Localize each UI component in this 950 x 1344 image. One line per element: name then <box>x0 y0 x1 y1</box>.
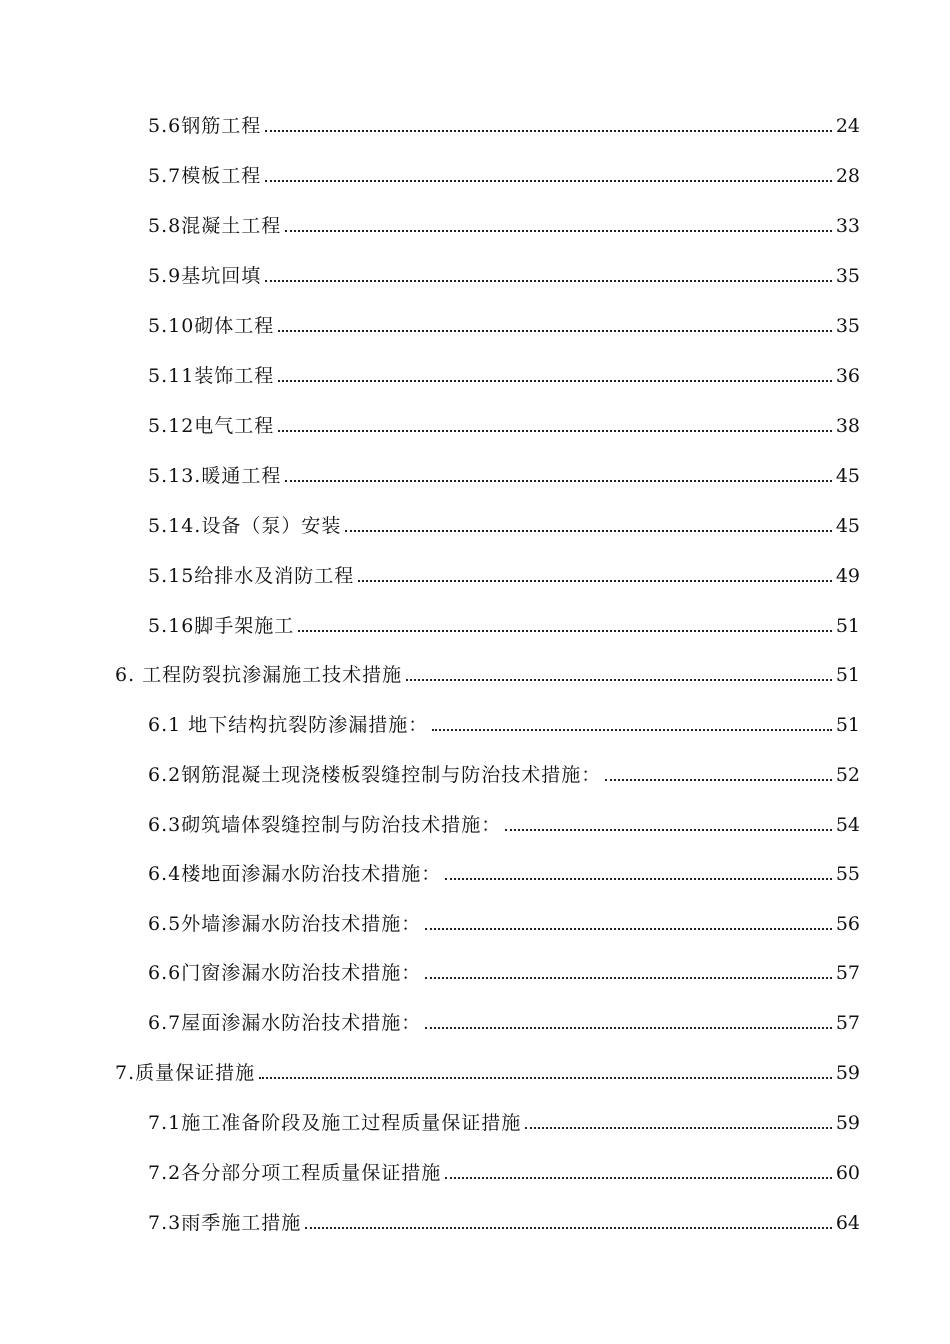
dot-leader <box>278 430 832 432</box>
dot-leader <box>445 1177 832 1179</box>
dot-leader <box>425 928 832 930</box>
dot-leader <box>406 679 832 681</box>
toc-entry-page: 54 <box>835 814 860 836</box>
toc-entry[interactable] <box>148 1208 860 1238</box>
dot-leader <box>432 729 832 731</box>
toc-section-heading[interactable] <box>115 660 860 690</box>
toc-entry-page: 35 <box>835 315 860 337</box>
toc-entry-label: 5.15给排水及消防工程 <box>148 565 355 587</box>
dot-leader <box>425 977 832 979</box>
toc-entry-label: 5.9基坑回填 <box>148 265 262 287</box>
toc-entry-page: 59 <box>835 1062 860 1084</box>
toc-entry-label: 6.1 地下结构抗裂防渗漏措施： <box>148 714 429 736</box>
toc-entry-label: 5.14.设备（泵）安装 <box>148 515 342 537</box>
toc-entry-label: 5.11装饰工程 <box>148 365 275 387</box>
toc-entry-page: 51 <box>835 615 860 637</box>
toc-entry-page: 38 <box>835 415 860 437</box>
toc-entry[interactable] <box>148 261 860 291</box>
dot-leader <box>358 580 832 582</box>
dot-leader <box>605 779 832 781</box>
toc-entry-page: 59 <box>835 1112 860 1134</box>
toc-entry-label: 5.16脚手架施工 <box>148 615 295 637</box>
toc-entry-page: 24 <box>835 115 860 137</box>
dot-leader <box>259 1077 832 1079</box>
toc-entry-page: 51 <box>835 714 860 736</box>
dot-leader <box>265 130 832 132</box>
toc-entry-label: 5.6钢筋工程 <box>148 115 262 137</box>
toc-entry-page: 57 <box>835 1012 860 1034</box>
toc-entry-page: 57 <box>835 962 860 984</box>
dot-leader <box>525 1127 832 1129</box>
toc-entry-label: 6.2钢筋混凝土现浇楼板裂缝控制与防治技术措施： <box>148 764 602 786</box>
toc-entry-label: 6.7屋面渗漏水防治技术措施： <box>148 1012 422 1034</box>
toc-entry-page: 45 <box>835 515 860 537</box>
toc-entry-label: 5.7模板工程 <box>148 165 262 187</box>
toc-entry-page: 33 <box>835 215 860 237</box>
toc-entry[interactable] <box>148 411 860 441</box>
toc-entry[interactable] <box>148 111 860 141</box>
toc-entry-label: 5.8混凝土工程 <box>148 215 282 237</box>
toc-entry-page: 51 <box>835 664 860 686</box>
toc-entry[interactable] <box>148 810 860 840</box>
dot-leader <box>285 480 831 482</box>
toc-entry[interactable] <box>148 211 860 241</box>
toc-entry[interactable] <box>148 1158 860 1188</box>
toc-entry-label: 7.质量保证措施 <box>115 1062 256 1084</box>
toc-entry-label: 6. 工程防裂抗渗漏施工技术措施 <box>115 664 403 686</box>
dot-leader <box>278 330 832 332</box>
toc-entry[interactable] <box>148 611 860 641</box>
toc-entry-page: 52 <box>835 764 860 786</box>
toc-entry-page: 35 <box>835 265 860 287</box>
toc-entry[interactable] <box>148 710 860 740</box>
toc-entry[interactable] <box>148 311 860 341</box>
toc-entry-label: 6.3砌筑墙体裂缝控制与防治技术措施： <box>148 814 502 836</box>
toc-entry[interactable] <box>148 859 860 889</box>
toc-entry-label: 7.1施工准备阶段及施工过程质量保证措施 <box>148 1112 522 1134</box>
dot-leader <box>285 230 832 232</box>
toc-entry-label: 6.5外墙渗漏水防治技术措施： <box>148 913 422 935</box>
dot-leader <box>278 380 832 382</box>
toc-entry-label: 5.12电气工程 <box>148 415 275 437</box>
dot-leader <box>298 630 832 632</box>
toc-entry-label: 7.3雨季施工措施 <box>148 1212 302 1234</box>
toc-entry-label: 6.6门窗渗漏水防治技术措施： <box>148 962 422 984</box>
dot-leader <box>265 280 832 282</box>
toc-entry[interactable] <box>148 161 860 191</box>
dot-leader <box>505 829 832 831</box>
toc-entry-label: 5.10砌体工程 <box>148 315 275 337</box>
toc-entry[interactable] <box>148 760 860 790</box>
toc-entry[interactable] <box>148 958 860 988</box>
toc-entry-label: 6.4楼地面渗漏水防治技术措施： <box>148 863 442 885</box>
dot-leader <box>425 1027 832 1029</box>
toc-entry-label: 7.2各分部分项工程质量保证措施 <box>148 1162 442 1184</box>
toc-entry-page: 55 <box>835 863 860 885</box>
dot-leader <box>345 530 831 532</box>
toc-entry-page: 45 <box>835 465 860 487</box>
toc-entry[interactable] <box>148 1108 860 1138</box>
toc-entry[interactable] <box>148 511 860 541</box>
dot-leader <box>305 1227 832 1229</box>
toc-entry-page: 60 <box>835 1162 860 1184</box>
dot-leader <box>265 180 832 182</box>
toc-section-heading[interactable] <box>115 1058 860 1088</box>
toc-entry-page: 56 <box>835 913 860 935</box>
toc-entry[interactable] <box>148 361 860 391</box>
toc-entry-page: 36 <box>835 365 860 387</box>
toc-entry-page: 49 <box>835 565 860 587</box>
toc-entry-label: 5.13.暖通工程 <box>148 465 282 487</box>
toc-entry[interactable] <box>148 1008 860 1038</box>
toc-entry[interactable] <box>148 561 860 591</box>
toc-entry[interactable] <box>148 909 860 939</box>
dot-leader <box>445 878 832 880</box>
toc-entry[interactable] <box>148 461 860 491</box>
toc-entry-page: 64 <box>835 1212 860 1234</box>
toc-entry-page: 28 <box>835 165 860 187</box>
